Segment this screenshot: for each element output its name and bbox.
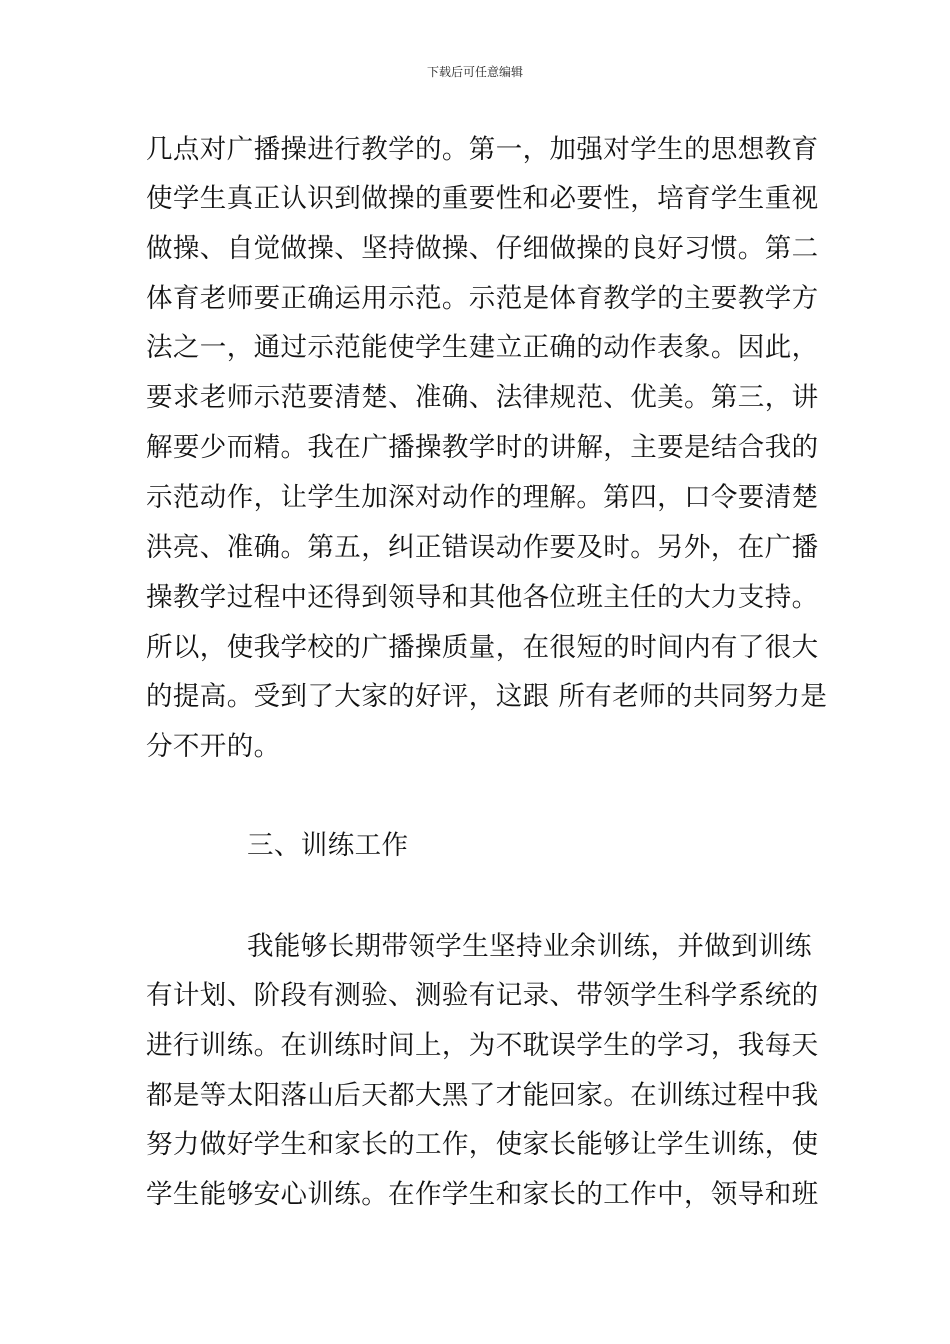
paragraph-line: 操教学过程中还得到领导和其他各位班主任的大力支持。 bbox=[146, 582, 819, 613]
paragraph-line: 的提高。受到了大家的好评，这跟 所有老师的共同努力是 bbox=[146, 681, 828, 712]
paragraph-line: 示范动作，让学生加深对动作的理解。第四，口令要清楚 bbox=[146, 482, 819, 513]
paragraph-line: 都是等太阳落山后天都大黑了才能回家。在训练过程中我 bbox=[146, 1080, 819, 1111]
paragraph-line: 要求老师示范要清楚、准确、法律规范、优美。第三，讲 bbox=[146, 382, 819, 413]
paragraph-line: 法之一，通过示范能使学生建立正确的动作表象。因此， bbox=[146, 332, 819, 363]
paragraph-line: 努力做好学生和家长的工作，使家长能够让学生训练，使 bbox=[146, 1129, 819, 1160]
paragraph-line: 有计划、阶段有测验、测验有记录、带领学生科学系统的 bbox=[146, 980, 819, 1011]
section-heading: 三、训练工作 bbox=[247, 830, 409, 861]
paragraph-line: 做操、自觉做操、坚持做操、仔细做操的良好习惯。第二 bbox=[146, 233, 819, 264]
paragraph-line: 解要少而精。我在广播操教学时的讲解，主要是结合我的 bbox=[146, 432, 819, 463]
page-header: 下载后可任意编辑 bbox=[426, 65, 523, 79]
paragraph-line: 体育老师要正确运用示范。示范是体育教学的主要教学方 bbox=[146, 283, 819, 314]
paragraph-line: 分不开的。 bbox=[146, 731, 281, 762]
paragraph-line: 几点对广播操进行教学的。第一，加强对学生的思想教育 bbox=[146, 134, 819, 165]
paragraph-line: 使学生真正认识到做操的重要性和必要性，培育学生重视 bbox=[146, 183, 819, 214]
paragraph-line: 我能够长期带领学生坚持业余训练，并做到训练 bbox=[247, 931, 812, 962]
paragraph-line: 学生能够安心训练。在作学生和家长的工作中，领导和班 bbox=[146, 1179, 819, 1210]
paragraph-line: 进行训练。在训练时间上，为不耽误学生的学习，我每天 bbox=[146, 1030, 819, 1061]
paragraph-line: 所以，使我学校的广播操质量，在很短的时间内有了很大 bbox=[146, 632, 819, 663]
paragraph-line: 洪亮、准确。第五，纠正错误动作要及时。另外，在广播 bbox=[146, 532, 819, 563]
